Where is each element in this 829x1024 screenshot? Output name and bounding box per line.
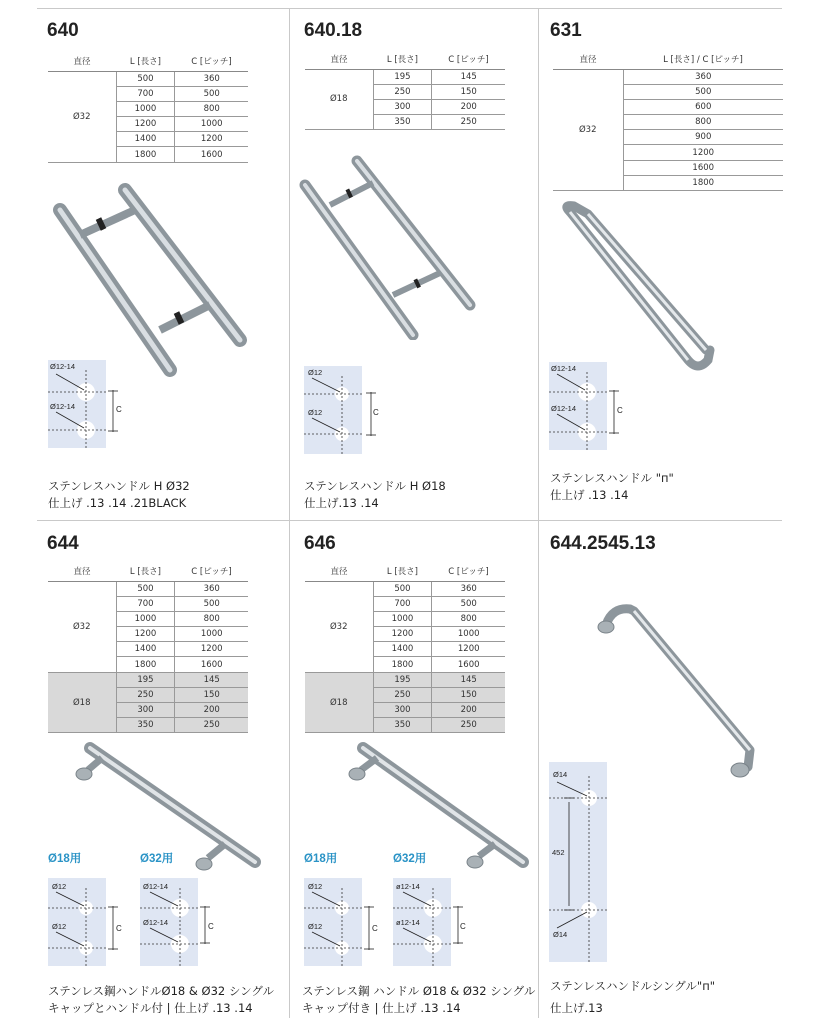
length-cell: 800 <box>623 115 783 130</box>
pitch-cell: 250 <box>432 718 505 733</box>
table-row <box>48 71 248 86</box>
length-cell: 300 <box>373 99 432 114</box>
length-cell: 600 <box>623 99 783 114</box>
length-cell: 1200 <box>373 627 432 642</box>
pitch-cell: 500 <box>175 596 248 611</box>
caption-finish: キャップとハンドル付 | 仕上げ .13 .14 <box>48 1001 253 1015</box>
length-cell: 300 <box>116 703 175 718</box>
length-cell: 250 <box>116 687 175 702</box>
spec-table <box>305 50 505 130</box>
caption-finish: 仕上げ.13 .14 <box>304 496 379 510</box>
pitch-label: C <box>208 922 214 931</box>
diameter-cell: Ø18 <box>48 672 116 733</box>
length-cell: 1800 <box>623 175 783 190</box>
table-header: C [ピッチ] <box>175 562 248 581</box>
table-row <box>48 672 248 687</box>
table-header: 直径 <box>553 50 623 69</box>
length-cell: 500 <box>373 581 432 596</box>
caption-finish: 仕上げ.13 <box>550 1001 603 1015</box>
pitch-cell: 1200 <box>175 642 248 657</box>
length-cell: 350 <box>116 718 175 733</box>
length-cell: 250 <box>373 84 432 99</box>
diameter-cell: Ø32 <box>553 69 623 191</box>
length-cell: 1200 <box>116 117 175 132</box>
length-cell: 1800 <box>116 657 175 672</box>
diagram-top-label: Ø12 <box>52 882 67 891</box>
diagram-bottom-label: Ø12-14 <box>50 402 76 411</box>
diagram-top-label: Ø12 <box>308 368 323 377</box>
pitch-cell: 800 <box>432 611 505 626</box>
table-header: L [長さ] <box>116 52 175 71</box>
diameter-cell: Ø18 <box>305 69 373 130</box>
product-code: 640 <box>47 20 79 41</box>
table-header: 直径 <box>305 562 373 581</box>
length-cell: 700 <box>116 86 175 101</box>
pitch-cell: 200 <box>432 99 505 114</box>
mount-diagram-32 <box>393 878 451 966</box>
mount-diagram-32 <box>140 878 198 966</box>
length-cell: 900 <box>623 130 783 145</box>
length-cell: 1600 <box>623 160 783 175</box>
pitch-cell: 145 <box>175 672 248 687</box>
table-row <box>553 69 783 84</box>
diagram-bottom-label: Ø12 <box>52 922 67 931</box>
caption-title: ステンレス鋼 ハンドル Ø18 & Ø32 シングル <box>302 984 536 998</box>
pitch-cell: 145 <box>432 672 505 687</box>
length-cell: 1200 <box>116 627 175 642</box>
caption-title: ステンレスハンドル H Ø18 <box>304 479 446 493</box>
l-handle-photo <box>590 595 770 785</box>
pitch-cell: 1200 <box>432 642 505 657</box>
pitch-cell: 800 <box>175 101 248 116</box>
pitch-cell: 1000 <box>175 627 248 642</box>
u-handle-photo <box>548 200 728 380</box>
product-code: 644 <box>47 533 79 554</box>
diagram-bottom-label: Ø12-14 <box>551 404 577 413</box>
diameter-cell: Ø32 <box>305 581 373 672</box>
pitch-label: C <box>116 405 122 414</box>
table-header: 直径 <box>305 50 373 69</box>
length-cell: 300 <box>373 703 432 718</box>
diameter-cell: Ø32 <box>48 71 116 162</box>
product-code: 640.18 <box>304 20 363 41</box>
single-handle-photo <box>335 740 535 880</box>
mount-diagram <box>549 762 607 962</box>
product-code: 644.2545.13 <box>550 533 656 554</box>
top-border <box>37 8 782 9</box>
diagram-bottom-label: Ø14 <box>553 930 568 939</box>
length-cell: 1800 <box>116 147 175 162</box>
length-cell: 1000 <box>373 611 432 626</box>
product-code: 646 <box>304 533 336 554</box>
pitch-cell: 360 <box>432 581 505 596</box>
length-cell: 195 <box>373 69 432 84</box>
table-header: L [長さ] <box>373 562 432 581</box>
pitch-cell: 200 <box>432 703 505 718</box>
mount-diagram <box>48 360 106 448</box>
pitch-cell: 145 <box>432 69 505 84</box>
caption-title: ステンレスハンドルシングル"п" <box>550 979 716 993</box>
pitch-cell: 360 <box>175 71 248 86</box>
diagram-top-label: Ø12-14 <box>50 362 76 371</box>
length-cell: 1400 <box>116 642 175 657</box>
table-row <box>305 672 505 687</box>
diagram-bottom-label: Ø12-14 <box>143 918 169 927</box>
table-header: L [長さ] <box>373 50 432 69</box>
caption-finish: 仕上げ .13 .14 .21BLACK <box>48 496 187 510</box>
h-handle-photo <box>40 180 290 380</box>
pitch-label: C <box>116 924 122 933</box>
pitch-cell: 250 <box>432 115 505 130</box>
pitch-cell: 1200 <box>175 132 248 147</box>
pitch-cell: 1600 <box>432 657 505 672</box>
length-cell: 350 <box>373 115 432 130</box>
pitch-cell: 1600 <box>175 147 248 162</box>
mount-diagram-18 <box>304 878 362 966</box>
table-header: C [ピッチ] <box>432 562 505 581</box>
column-divider-1 <box>289 8 290 1018</box>
product-caption <box>304 478 446 512</box>
row-divider <box>37 520 782 521</box>
pitch-label: C <box>373 408 379 417</box>
diagram-bottom-label: Ø12 <box>308 922 323 931</box>
mount-diagram <box>304 366 362 454</box>
caption-title: ステンレスハンドル H Ø32 <box>48 479 190 493</box>
table-row <box>48 581 248 596</box>
length-cell: 700 <box>116 596 175 611</box>
table-header: L [長さ] / C [ピッチ] <box>623 50 783 69</box>
mount-diagram <box>549 362 607 450</box>
pitch-cell: 150 <box>432 84 505 99</box>
length-cell: 350 <box>373 718 432 733</box>
length-cell: 360 <box>623 69 783 84</box>
table-header: 直径 <box>48 562 116 581</box>
length-cell: 1000 <box>116 101 175 116</box>
product-caption <box>48 478 190 512</box>
pitch-cell: 1000 <box>175 117 248 132</box>
length-cell: 500 <box>116 71 175 86</box>
diagram-top-label: Ø12-14 <box>143 882 169 891</box>
column-divider-2 <box>538 8 539 1018</box>
pitch-cell: 360 <box>175 581 248 596</box>
diagram-bottom-label: ø12-14 <box>396 918 420 927</box>
pitch-label: C <box>460 922 466 931</box>
usage-label-32: Ø32用 <box>393 853 427 865</box>
length-cell: 500 <box>116 581 175 596</box>
diagram-bottom-label: Ø12 <box>308 408 323 417</box>
pitch-cell: 150 <box>175 687 248 702</box>
spec-table <box>305 562 505 733</box>
diameter-cell: Ø18 <box>305 672 373 733</box>
usage-label-18: Ø18用 <box>48 853 82 865</box>
pitch-cell: 800 <box>175 611 248 626</box>
caption-title: ステンレスハンドル "п" <box>550 471 674 485</box>
product-caption <box>302 983 535 1017</box>
caption-finish: 仕上げ .13 .14 <box>550 488 629 502</box>
table-header: L [長さ] <box>116 562 175 581</box>
length-cell: 1000 <box>116 611 175 626</box>
product-code: 631 <box>550 20 582 41</box>
pitch-cell: 150 <box>432 687 505 702</box>
pitch-cell: 200 <box>175 703 248 718</box>
table-row <box>305 69 505 84</box>
product-caption <box>550 975 715 1019</box>
pitch-label: C <box>372 924 378 933</box>
caption-title: ステンレス鋼ハンドルØ18 & Ø32 シングル <box>48 984 275 998</box>
length-label: 452 <box>552 848 565 857</box>
table-row <box>305 581 505 596</box>
length-cell: 1200 <box>623 145 783 160</box>
spec-table <box>553 50 783 191</box>
usage-label-18: Ø18用 <box>304 853 338 865</box>
diagram-top-label: Ø12 <box>308 882 323 891</box>
mount-diagram-18 <box>48 878 106 966</box>
diagram-top-label: Ø12-14 <box>551 364 577 373</box>
caption-finish: キャップ付き | 仕上げ .13 .14 <box>302 1001 461 1015</box>
length-cell: 500 <box>623 84 783 99</box>
product-caption <box>48 983 274 1017</box>
table-header: 直径 <box>48 52 116 71</box>
length-cell: 195 <box>116 672 175 687</box>
pitch-cell: 1600 <box>175 657 248 672</box>
product-caption <box>550 470 674 504</box>
diameter-cell: Ø32 <box>48 581 116 672</box>
usage-label-32: Ø32用 <box>140 853 174 865</box>
pitch-cell: 500 <box>175 86 248 101</box>
table-header: C [ピッチ] <box>175 52 248 71</box>
length-cell: 1400 <box>116 132 175 147</box>
pitch-cell: 250 <box>175 718 248 733</box>
pitch-label: C <box>617 406 623 415</box>
diagram-top-label: ø12-14 <box>396 882 420 891</box>
pitch-cell: 1000 <box>432 627 505 642</box>
length-cell: 700 <box>373 596 432 611</box>
diagram-top-label: Ø14 <box>553 770 568 779</box>
length-cell: 195 <box>373 672 432 687</box>
spec-table <box>48 52 248 163</box>
pitch-cell: 500 <box>432 596 505 611</box>
length-cell: 1800 <box>373 657 432 672</box>
table-header: C [ピッチ] <box>432 50 505 69</box>
h-handle-photo <box>295 155 485 340</box>
length-cell: 250 <box>373 687 432 702</box>
length-cell: 1400 <box>373 642 432 657</box>
spec-table <box>48 562 248 733</box>
